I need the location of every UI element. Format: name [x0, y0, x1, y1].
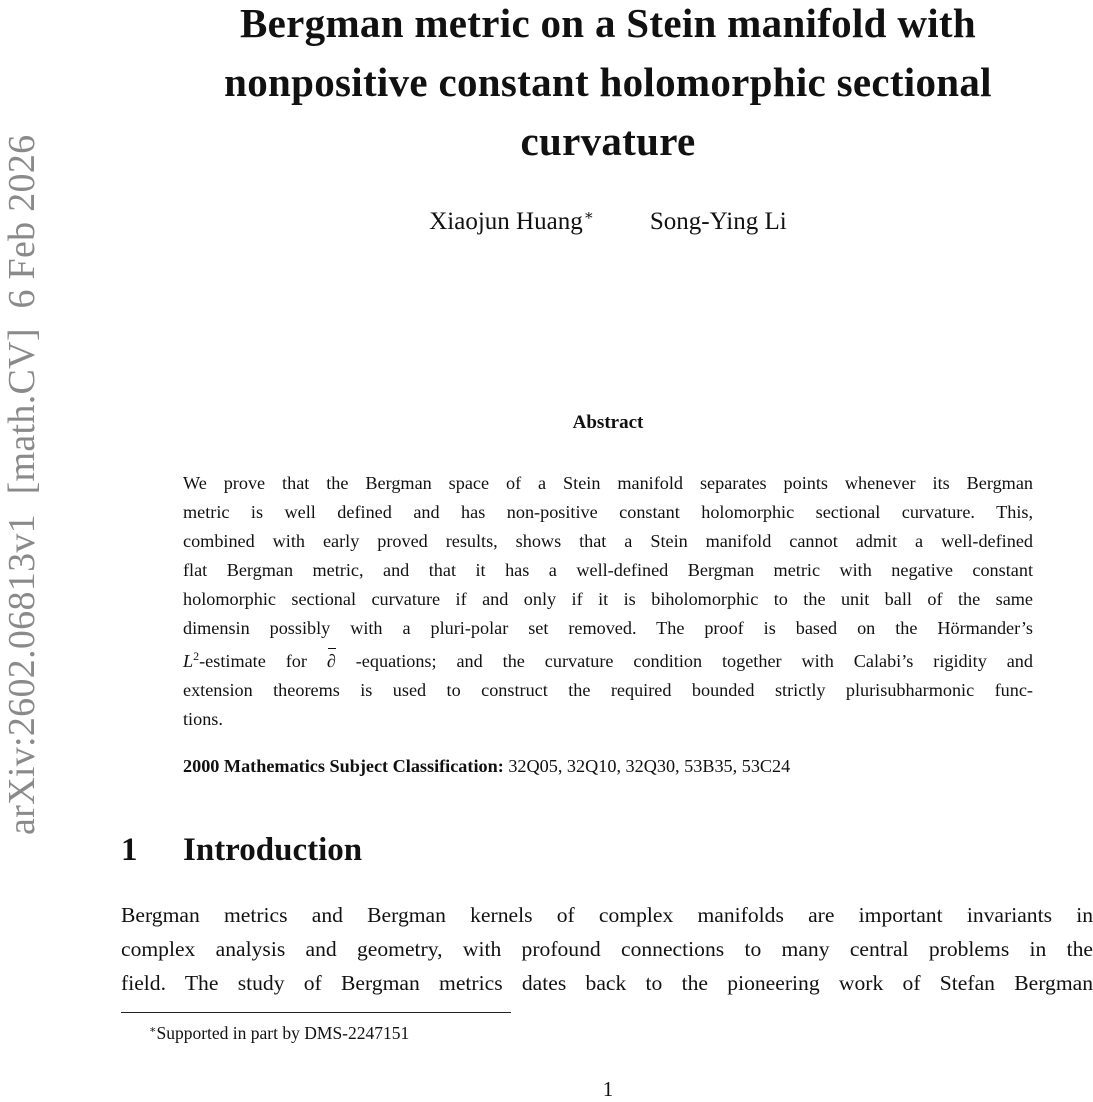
- msc-codes: 32Q05, 32Q10, 32Q30, 53B35, 53C24: [508, 756, 791, 776]
- abstract-line-math: [183, 642, 1033, 676]
- abstract-line: holomorphic sectional curvature if and only if it is biholomorphic to the unit ball of the same: [183, 588, 1033, 609]
- abstract-line: dimensin possibly with a pluri-polar set removed. The proof is based on the Hörmander’s: [183, 617, 1033, 638]
- intro-line: complex analysis and geometry, with profound connections to many central problems in the: [121, 937, 1093, 961]
- abstract-line: tions.: [183, 709, 223, 730]
- abstract-line: We prove that the Bergman space of a Stein manifold separates points whenever its Bergman: [183, 473, 1033, 493]
- section-heading: [121, 828, 362, 872]
- paper-title: [120, 0, 1093, 171]
- author-name: Xiaojun Huang: [429, 208, 583, 235]
- author-list: [120, 200, 1093, 238]
- intro-line: field. The study of Bergman metrics dates back to the pioneering work of Stefan Bergman: [121, 971, 1093, 995]
- section-number: 1: [121, 832, 138, 868]
- footnote-text: Supported in part by DMS-2247151: [156, 1023, 410, 1043]
- arxiv-identifier-stamp: arXiv:2602.06813v1 [math.CV] 6 Feb 2026: [1, 134, 43, 835]
- abstract-heading: Abstract: [572, 412, 644, 433]
- abstract-line: combined with early proved results, shows that a Stein manifold cannot admit a well-defined: [183, 530, 1033, 551]
- introduction-text: [121, 898, 1093, 1000]
- author-name: Song-Ying Li: [649, 208, 787, 235]
- section-title: Introduction: [183, 832, 363, 868]
- msc-label: 2000 Mathematics Subject Classification:: [183, 756, 504, 776]
- footnote-mark: ∗: [149, 1024, 157, 1036]
- author-huang: [429, 200, 594, 238]
- abstract-fragment: -equations; and the curvature condition together with Calabi’s rigidity and: [355, 651, 1033, 672]
- abstract-line: metric is well defined and has non-positive constant holomorphic sectional curvature. This,: [183, 501, 1033, 522]
- title-line-2: nonpositive constant holomorphic sectional: [224, 59, 992, 105]
- footnote-mark: ∗: [583, 208, 594, 224]
- math-dbar-operator: ∂: [327, 647, 336, 676]
- abstract-fragment: -estimate for: [199, 651, 327, 672]
- abstract-body: [183, 469, 1033, 734]
- author-li: [650, 206, 787, 238]
- page-number: 1: [602, 1077, 614, 1101]
- footnote: [149, 1018, 409, 1045]
- math-L: L: [183, 651, 194, 672]
- title-line-1: Bergman metric on a Stein manifold with: [240, 0, 976, 46]
- abstract-line: extension theorems is used to construct the required bounded strictly plurisubharmonic func-: [183, 680, 1033, 701]
- title-line-3: curvature: [520, 118, 696, 164]
- footnote-divider: [121, 1012, 511, 1013]
- intro-line: Bergman metrics and Bergman kernels of complex manifolds are important invariants in: [121, 903, 1093, 927]
- msc-classification: [183, 753, 1033, 779]
- math-L-exponent: 2: [193, 649, 200, 664]
- abstract-line: flat Bergman metric, and that it has a well-defined Bergman metric with negative constant: [183, 559, 1033, 580]
